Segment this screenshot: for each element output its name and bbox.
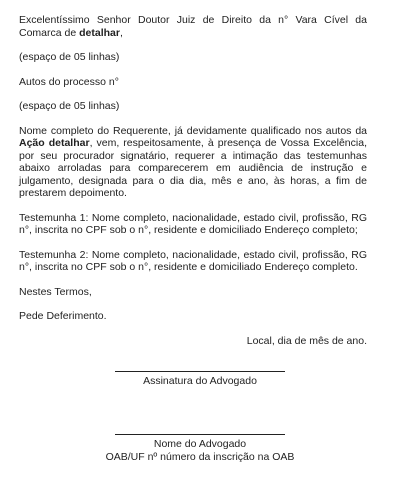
signature-label: Assinatura do Advogado [143, 375, 257, 387]
court-address [19, 14, 367, 39]
lawyer-name: Nome do Advogado [153, 438, 247, 450]
spacing-note-2: (espaço de 05 linhas) [19, 100, 120, 112]
petition-body-part2: , vem, respeitosamente, à presença de Vossa Excelência, por seu procurador signatário, requerer a intimação das testemunhas abaixo arroladas para comparecerem em audiência de instrução e julgamento, designada para o dia dia, mês e ano, às horas, a fim de prestarem depoimento. [19, 137, 367, 199]
lawyer-name-block [0, 434, 400, 463]
witness-1: Testemunha 1: Nome completo, nacionalidade, estado civil, profissão, RG n°, inscrita no CPF sob o n°, residente e domiciliado Endereço completo; [19, 211, 367, 236]
closing-terms: Nestes Termos, [19, 285, 92, 298]
petition-body-part1: Nome completo do Requerente, já devidamente qualificado nos autos da [19, 124, 367, 137]
court-address-bold: detalhar [79, 26, 120, 39]
oab-registration: OAB/UF nº número da inscrição na OAB [105, 450, 295, 463]
court-address-text: Excelentíssimo Senhor Doutor Juiz de Direito da n° Vara Cível da Comarca de [19, 14, 367, 39]
name-line [115, 434, 285, 435]
closing-request: Pede Deferimento. [19, 310, 107, 322]
lawyer-signature-block [0, 371, 400, 388]
action-name: Ação detalhar [19, 137, 90, 149]
witness-2: Testemunha 2: Nome completo, nacionalidade, estado civil, profissão, RG n°, inscrita no CPF sob o n°, residente e domiciliado Endereço completo. [19, 248, 367, 273]
case-number: Autos do processo n° [19, 75, 119, 88]
court-address-suffix: , [119, 26, 123, 39]
signature-line [115, 371, 285, 372]
spacing-note-1: (espaço de 05 linhas) [19, 51, 120, 63]
place-date: Local, dia de mês de ano. [246, 334, 367, 347]
petition-body [19, 125, 367, 200]
petition-document [19, 14, 367, 358]
